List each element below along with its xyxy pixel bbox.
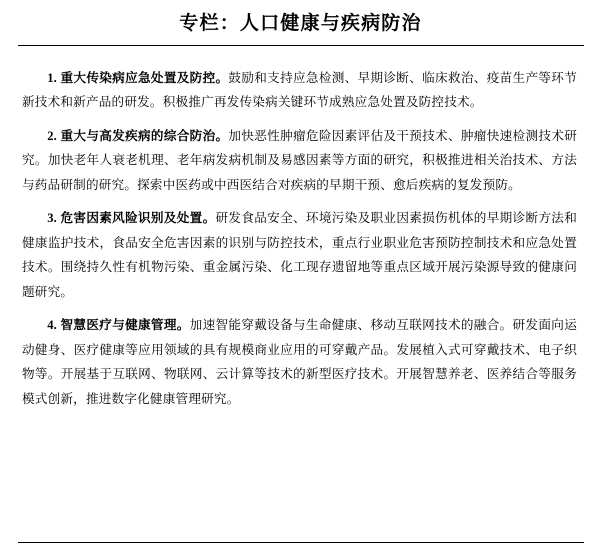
paragraph-text: 鼓励和支持应急检测、早期诊断、临床救治、疫苗生产等环节新技术和新产品的研发。积极推广再发传染病关键环节成熟应急处置及防控技术。 <box>22 70 577 110</box>
paragraph <box>22 66 577 115</box>
paragraph-lead: 2. 重大与高发疾病的综合防治。 <box>47 128 229 143</box>
title-block <box>0 0 601 46</box>
bottom-divider <box>18 542 584 543</box>
paragraph <box>22 313 577 411</box>
paragraph-text: 加快恶性肿瘤危险因素评估及干预技术、肿瘤快速检测技术研究。加快老年人衰老机理、老年病发病机制及易感因素等方面的研究，积极推进相关治技术、方法与药品研制的研究。探索中医药或中西医结合对疾病的早期干预、愈后疾病的复发预防。 <box>22 128 577 192</box>
paragraph <box>22 206 577 304</box>
paragraph-text: 研发食品安全、环境污染及职业因素损伤机体的早期诊断方法和健康监护技术，食品安全危害因素的识别与防控技术，重点行业职业危害预防控制技术和应急处置技术。围绕持久性有机物污染、重金属污染、化工现存遗留地等重点区域开展污染源导致的健康问题研究。 <box>22 211 578 299</box>
paragraph-lead: 3. 危害因素风险识别及处置。 <box>47 211 216 226</box>
paragraph-lead: 1. 重大传染病应急处置及防控。 <box>47 70 229 85</box>
document-body <box>0 66 601 412</box>
title-divider <box>18 45 584 46</box>
paragraph <box>22 124 577 198</box>
paragraph-text: 加速智能穿戴设备与生命健康、移动互联网技术的融合。研发面向运动健身、医疗健康等应用领域的具有规模商业应用的可穿戴产品。发展植入式可穿戴技术、电子织物等。开展基于互联网、物联网、云计算等技术的新型医疗技术。开展智慧养老、医养结合等服务模式创新，推进数字化健康管理研究。 <box>22 318 577 406</box>
page-title: 专栏：人口健康与疾病防治 <box>179 13 422 34</box>
paragraph-lead: 4. 智慧医疗与健康管理。 <box>47 318 190 333</box>
